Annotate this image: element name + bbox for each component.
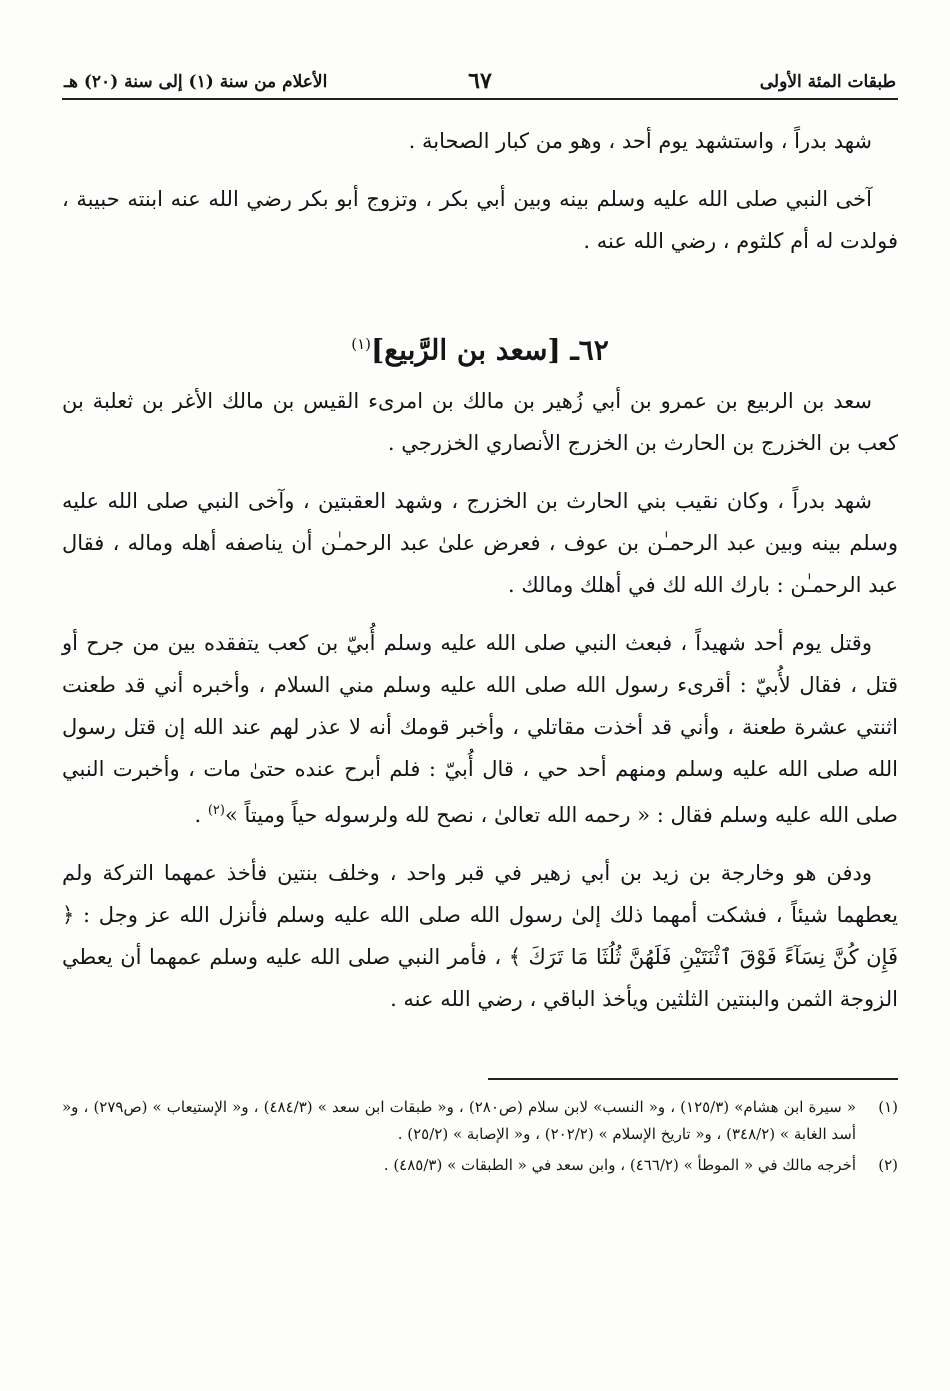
entry-paragraph-1: سعد بن الربيع بن عمرو بن أبي زُهير بن مالك بن امرىء القيس بن مالك الأغر بن ثعلبة بن كعب بن الخزرج بن الحارث بن الخزرج الأنصاري الخزرجي . — [62, 389, 898, 456]
footnote-number: (١) — [878, 1098, 898, 1117]
quran-verse: ﴿ فَإِن كُنَّ نِسَآءً فَوْقَ ٱثْنَتَيْنِ فَلَهُنَّ ثُلُثَا مَا تَرَكَ ﴾ — [62, 903, 898, 970]
page-number: ٦٧ — [468, 68, 492, 94]
footnotes — [62, 1094, 898, 1179]
entry-heading — [62, 320, 898, 374]
entry-paragraph-4-before: ودفن هو وخارجة بن زيد بن أبي زهير في قبر واحد ، وخلف بنتين فأخذ عمهما التركة ولم يعطهما شيئاً ، فشكت أمهما ذلك إلىٰ رسول الله صلى الله عليه وسلم فأنزل الله عز وجل : — [62, 861, 898, 928]
entry-heading-text: ٦٢ـ [سعد بن الرَّبيع] — [371, 333, 609, 367]
footnote-divider — [488, 1078, 898, 1080]
book-title: طبقات المئة الأولى — [759, 72, 896, 92]
paragraph-footnote-ref: (٢) — [207, 803, 225, 819]
main-text — [62, 120, 898, 1020]
entry-paragraph-3-end: . — [194, 803, 208, 828]
entry-paragraph-2: شهد بدراً ، وكان نقيب بني الحارث بن الخزرج ، وشهد العقبتين ، وآخى النبي صلى الله عليه وسلم بينه وبين عبد الرحمـٰن بن عوف ، فعرض علىٰ عبد الرحمـٰن أن يناصفه أهله وماله ، فقال عبد الرحمـٰن : بارك الله لك في أهلك ومالك . — [62, 489, 898, 598]
intro-paragraph-2: آخى النبي صلى الله عليه وسلم بينه وبين أبي بكر ، وتزوج أبو بكر رضي الله عنه ابنته حبيبة ، فولدت له أم كلثوم ، رضي الله عنه . — [62, 187, 898, 253]
footnote-number: (٢) — [878, 1156, 898, 1175]
entry-paragraph-3 — [62, 622, 898, 836]
footnote-1 — [62, 1094, 898, 1148]
footnote-text: أخرجه مالك في « الموطأ » (٤٦٦/٢) ، وابن سعد في « الطبقات » (٤٨٥/٣) . — [383, 1156, 856, 1175]
footnote-2 — [62, 1152, 898, 1179]
footnote-text: « سيرة ابن هشام» (١٢٥/٣) ، و« النسب» لابن سلام (ص٢٨٠) ، و« طبقات ابن سعد » (٤٨٤/٣) ، و« الإستيعاب » (ص٢٧٩) ، و« أسد الغابة » (٣٤٨/٢) ، و« تاريخ الإسلام » (٢٠٢/٢) ، و« الإصابة » (٢٥/٢) . — [62, 1098, 856, 1144]
entry-paragraph-3-text: وقتل يوم أحد شهيداً ، فبعث النبي صلى الله عليه وسلم أُبيّ بن كعب يتفقده بين من جرح أو قتل ، فقال لأُبيّ : أقرىء رسول الله صلى الله عليه وسلم مني السلام ، وأخبره أني قد طعنت اثنتي عشرة طعنة ، وأني قد أخذت مقاتلي ، وأخبر قومك أنه لا عذر لهم عند الله إن قتل رسول الله صلى الله عليه وسلم ومنهم أحد حي ، قال أُبيّ : فلم أبرح عنده حتىٰ مات ، وأخبرت النبي صلى الله عليه وسلم فقال : « رحمه الله تعالىٰ ، نصح لله ولرسوله حياً وميتاً » — [62, 631, 898, 828]
section-title: الأعلام من سنة (١) إلى سنة (٢٠) هـ — [64, 72, 328, 92]
entry-paragraph-4 — [62, 852, 898, 1020]
running-header — [62, 60, 898, 100]
heading-footnote-ref: (١) — [351, 335, 372, 353]
intro-paragraph-1: شهد بدراً ، واستشهد يوم أحد ، وهو من كبار الصحابة . — [408, 129, 872, 153]
entry-paragraph-4-after: ، فأمر النبي صلى الله عليه وسلم عمهما أن يعطي الزوجة الثمن والبنتين الثلثين ويأخذ الباقي ، رضي الله عنه . — [62, 945, 898, 1012]
